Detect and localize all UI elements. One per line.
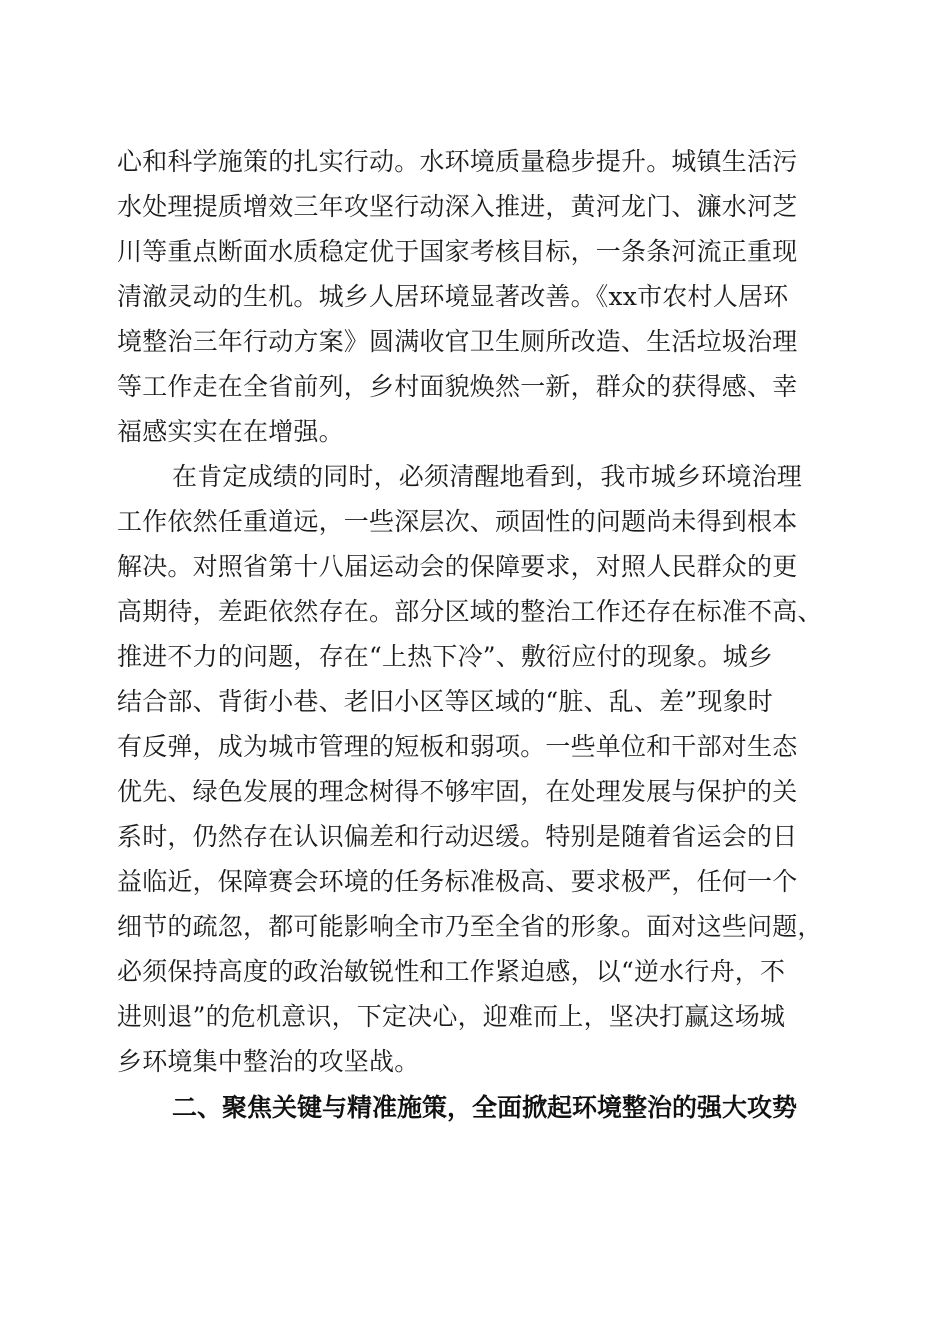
paragraph-2-line-8: 优先、绿色发展的理念树得不够牢固，在处理发展与保护的关 [117,777,798,806]
paragraph-1-line-7: 福感实实在在增强。 [117,417,344,446]
paragraph-2-line-2: 工作依然任重道远，一些深层次、顽固性的问题尚未得到根本 [117,507,798,536]
section-heading: 二、聚焦关键与精准施策，全面掀起环境整治的强大攻势 [172,1093,798,1122]
paragraph-2-line-12: 必须保持高度的政治敏锐性和工作紧迫感，以“逆水行舟，不 [117,957,786,986]
paragraph-2-line-13: 进则退”的危机意识，下定决心，迎难而上，坚决打赢这场城 [117,1002,786,1031]
paragraph-2-line-7: 有反弹，成为城市管理的短板和弱项。一些单位和干部对生态 [117,732,798,761]
paragraph-2-line-11: 细节的疏忽，都可能影响全市乃至全省的形象。面对这些问题， [117,912,823,941]
paragraph-1-line-2: 水处理提质增效三年攻坚行动深入推进，黄河龙门、濂水河芝 [117,192,798,221]
paragraph-1-line-5: 境整治三年行动方案》圆满收官卫生厕所改造、生活垃圾治理 [117,327,798,356]
paragraph-2-line-4: 高期待，差距依然存在。部分区域的整治工作还存在标准不高、 [117,597,823,626]
paragraph-1-line-3: 川等重点断面水质稳定优于国家考核目标，一条条河流正重现 [117,237,798,266]
paragraph-2-line-1: 在肯定成绩的同时，必须清醒地看到，我市城乡环境治理 [172,462,803,491]
paragraph-2-line-10: 益临近，保障赛会环境的任务标准极高、要求极严，任何一个 [117,867,798,896]
paragraph-2-line-6: 结合部、背街小巷、老旧小区等区域的“脏、乱、差”现象时 [117,687,773,716]
paragraph-2-line-14: 乡环境集中整治的攻坚战。 [117,1047,420,1076]
paragraph-1-line-1: 心和科学施策的扎实行动。水环境质量稳步提升。城镇生活污 [117,147,798,176]
paragraph-2-line-5: 推进不力的问题，存在“上热下冷”、敷衍应付的现象。城乡 [117,642,773,671]
paragraph-1-line-4: 清澈灵动的生机。城乡人居环境显著改善。《xx市农村人居环 [117,282,789,311]
paragraph-2-line-3: 解决。对照省第十八届运动会的保障要求，对照人民群众的更 [117,552,798,581]
paragraph-2-line-9: 系时，仍然存在认识偏差和行动迟缓。特别是随着省运会的日 [117,822,798,851]
paragraph-1-line-6: 等工作走在全省前列，乡村面貌焕然一新，群众的获得感、幸 [117,372,798,401]
